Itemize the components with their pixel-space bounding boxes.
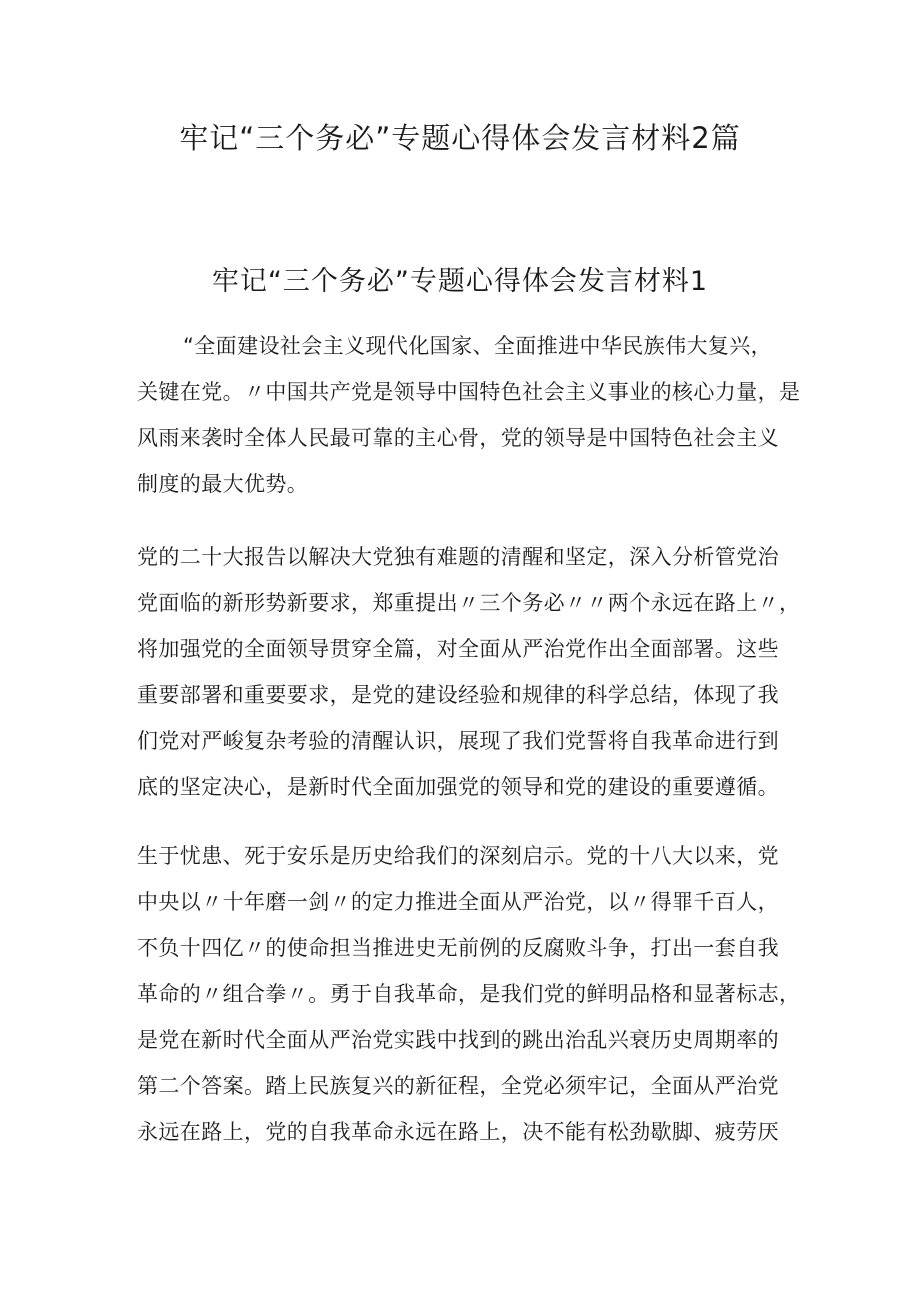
paragraph-line: 制度的最大优势。 (137, 472, 309, 496)
paragraph-line: 不负十四亿〃的使命担当推进史无前例的反腐败斗争，打出一套自我 (137, 936, 779, 960)
paragraph-line: 生于忧患、死于安乐是历史给我们的深刻启示。党的十八大以来，党 (137, 844, 779, 868)
document-title: 牢记“三个务必”专题心得体会发言材料2篇 (179, 121, 741, 155)
paragraph-line: “全面建设社会主义现代化国家、全面推进中华民族伟大复兴， (183, 334, 773, 358)
paragraph-line: 们党对严峻复杂考验的清醒认识，展现了我们党誓将自我革命进行到 (137, 729, 779, 753)
paragraph-line: 底的坚定决心，是新时代全面加强党的领导和党的建设的重要遵循。 (137, 775, 779, 799)
paragraph-line: 党的二十大报告以解决大党独有难题的清醒和坚定，深入分析管党治 (137, 545, 779, 569)
paragraph-line: 中央以〃十年磨一剑〃的定力推进全面从严治党，以〃得罪千百人， (137, 890, 779, 914)
paragraph-line: 是党在新时代全面从严治党实践中找到的跳出治乱兴衰历史周期率的 (137, 1028, 779, 1052)
section-title: 牢记“三个务必”专题心得体会发言材料1 (211, 266, 709, 297)
paragraph-line: 党面临的新形势新要求，郑重提出〃三个务必〃〃两个永远在路上〃， (137, 591, 801, 615)
paragraph-line: 将加强党的全面领导贯穿全篇，对全面从严治党作出全面部署。这些 (137, 637, 779, 661)
paragraph-line: 关键在党。〃中国共产党是领导中国特色社会主义事业的核心力量，是 (137, 380, 801, 404)
paragraph-line: 重要部署和重要要求，是党的建设经验和规律的科学总结，体现了我 (137, 683, 779, 707)
paragraph-2 (137, 534, 801, 810)
paragraph-line: 革命的〃组合拳〃。勇于自我革命，是我们党的鲜明品格和显著标志， (137, 982, 801, 1006)
paragraph-line: 第二个答案。踏上民族复兴的新征程，全党必须牢记，全面从严治党 (137, 1074, 779, 1098)
paragraph-3 (137, 833, 801, 1155)
paragraph-1 (137, 323, 801, 507)
paragraph-line: 永远在路上，党的自我革命永远在路上，决不能有松劲歇脚、疲劳厌 (137, 1120, 779, 1144)
paragraph-line: 风雨来袭时全体人民最可靠的主心骨，党的领导是中国特色社会主义 (137, 426, 779, 450)
